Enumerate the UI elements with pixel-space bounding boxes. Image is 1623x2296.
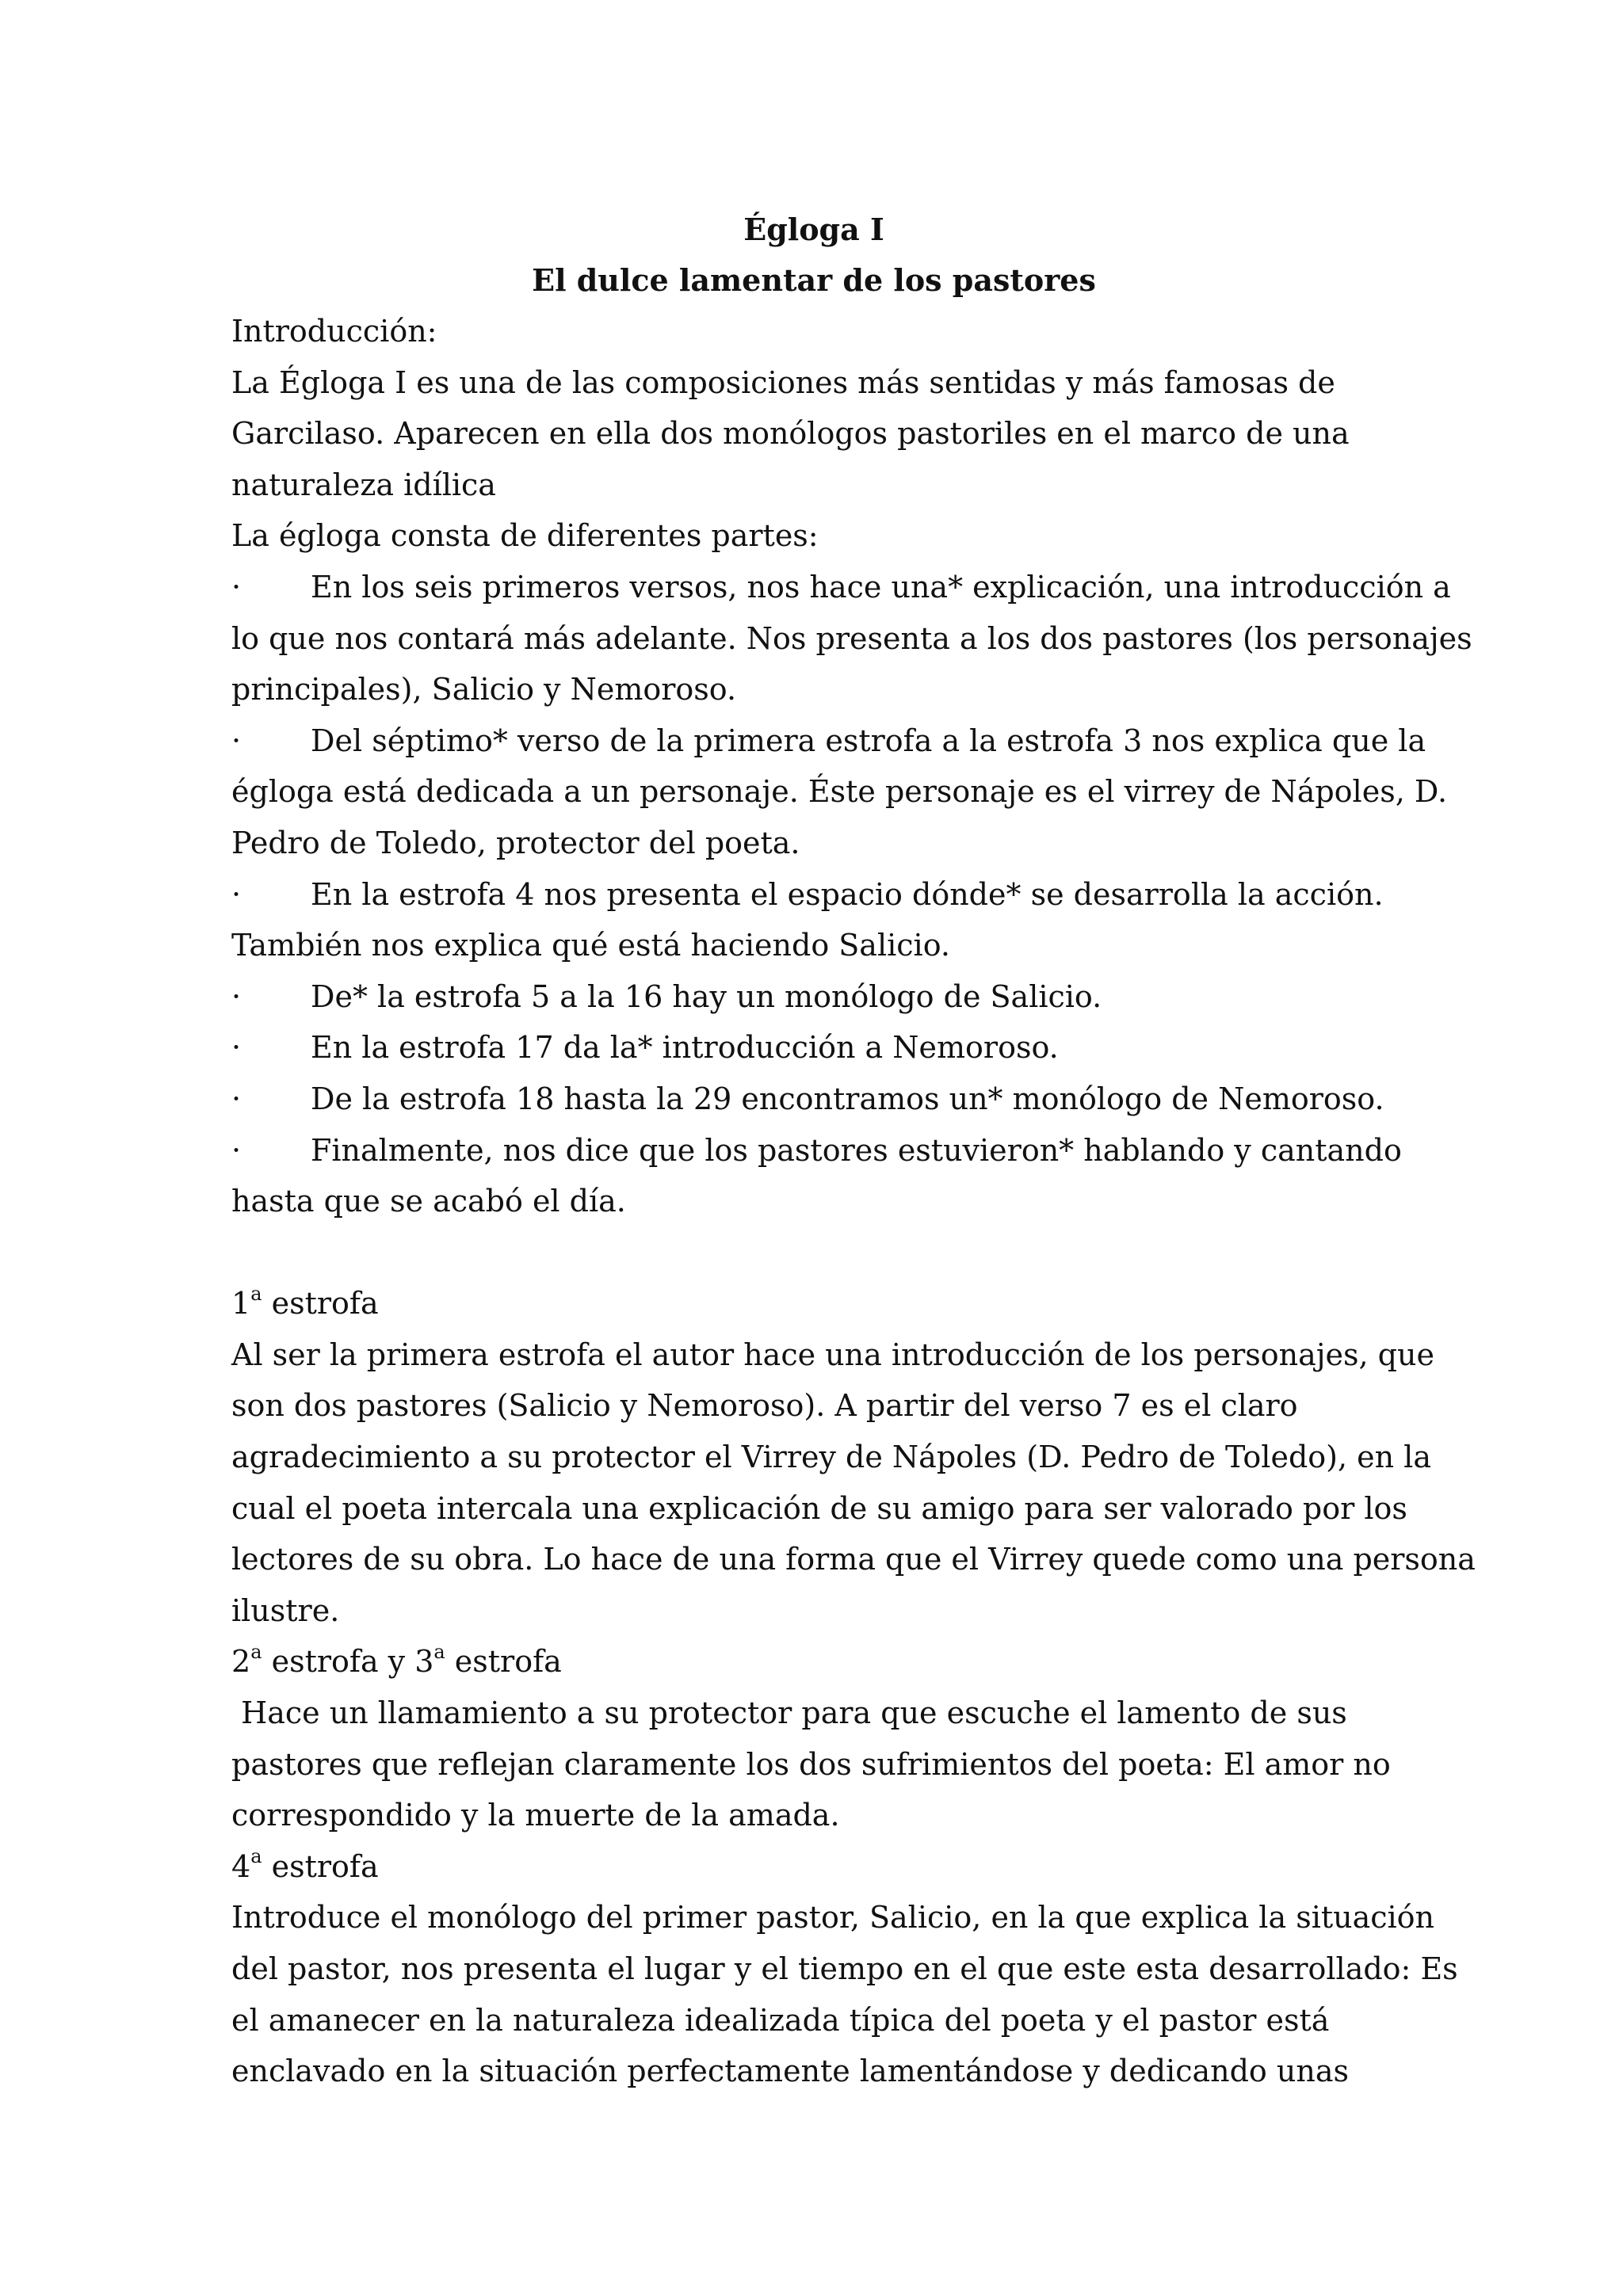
blank-line — [231, 1227, 1396, 1279]
paragraph-line: el amanecer en la naturaleza idealizada típica del poeta y el pastor está — [231, 2002, 1330, 2038]
bullet-dot: · — [231, 1030, 242, 1066]
bullet-text: Del séptimo* verso de la primera estrofa a la estrofa 3 nos explica que la — [311, 723, 1426, 758]
paragraph-line: ilustre. — [231, 1592, 340, 1628]
paragraph-line: Introduce el monólogo del primer pastor, Salicio, en la que explica la situación — [231, 1900, 1435, 1936]
intro-line: Garcilaso. Aparecen en ella dos monólogos pastoriles en el marco de una — [231, 416, 1350, 452]
heading-ordinal: a — [250, 1640, 262, 1663]
paragraph-line: lectores de su obra. Lo hace de una forma que el Virrey quede como una persona — [231, 1542, 1476, 1577]
bullet-item — [231, 1125, 1402, 1177]
document-page — [231, 204, 1476, 2097]
bullet-text: En la estrofa 4 nos presenta el espacio dónde* se desarrolla la acción. — [311, 876, 1384, 912]
bullet-item — [231, 562, 1451, 613]
bullet-item — [231, 1074, 1396, 1125]
heading-text: estrofa y 3 — [262, 1644, 434, 1680]
paragraph-line: agradecimiento a su protector el Virrey de Nápoles (D. Pedro de Toledo), en la — [231, 1440, 1431, 1475]
paragraph-line: Hace un llamamiento a su protector para que escuche el lamento de sus — [231, 1695, 1347, 1731]
section-heading — [231, 1636, 1396, 1688]
heading-ordinal: a — [250, 1282, 262, 1305]
bullet-dot: · — [231, 876, 242, 912]
bullet-item — [231, 869, 1396, 921]
paragraph-line: correspondido y la muerte de la amada. — [231, 1798, 840, 1833]
bullet-dot: · — [231, 569, 242, 605]
heading-number: 2 — [231, 1644, 251, 1680]
intro-line: La Égloga I es una de las composiciones más sentidas y más famosas de — [231, 364, 1335, 400]
bullet-dot: · — [231, 1081, 242, 1116]
section-heading — [231, 1278, 1396, 1329]
heading-ordinal: a — [433, 1640, 445, 1663]
heading-ordinal: a — [250, 1845, 262, 1868]
document-subtitle: El dulce lamentar de los pastores — [532, 262, 1096, 298]
bullet-item — [231, 1022, 1396, 1074]
bullet-item — [231, 971, 1396, 1023]
bullet-continuation: lo que nos contará más adelante. Nos presenta a los dos pastores (los personajes — [231, 620, 1472, 656]
bullet-dot: · — [231, 1132, 242, 1168]
heading-text: estrofa — [262, 1286, 379, 1322]
bullet-continuation: Pedro de Toledo, protector del poeta. — [231, 825, 800, 860]
paragraph-line: Al ser la primera estrofa el autor hace una introducción de los personajes, que — [231, 1337, 1434, 1372]
bullet-dot: · — [231, 978, 242, 1014]
paragraph-line: son dos pastores (Salicio y Nemoroso). A partir del verso 7 es el claro — [231, 1388, 1298, 1424]
paragraph-line: pastores que reflejan claramente los dos sufrimientos del poeta: El amor no — [231, 1746, 1391, 1782]
paragraph-line: enclavado en la situación perfectamente lamentándose y dedicando unas — [231, 2054, 1349, 2089]
heading-number: 1 — [231, 1286, 251, 1322]
heading-text: estrofa — [445, 1644, 562, 1680]
paragraph-line: del pastor, nos presenta el lugar y el tiempo en el que este esta desarrollado: Es — [231, 1951, 1458, 1986]
bullet-text: De la estrofa 18 hasta la 29 encontramos un* monólogo de Nemoroso. — [311, 1081, 1384, 1116]
bullet-text: Finalmente, nos dice que los pastores estuvieron* hablando y cantando — [311, 1132, 1402, 1168]
section-heading — [231, 1841, 1396, 1893]
bullet-text: En la estrofa 17 da la* introducción a Nemoroso. — [311, 1030, 1059, 1066]
heading-text: estrofa — [262, 1848, 379, 1884]
bullet-continuation: También nos explica qué está haciendo Salicio. — [231, 928, 950, 963]
bullet-text: De* la estrofa 5 a la 16 hay un monólogo de Salicio. — [311, 978, 1102, 1014]
bullet-continuation: hasta que se acabó el día. — [231, 1184, 626, 1219]
intro-line: La égloga consta de diferentes partes: — [231, 518, 819, 554]
bullet-continuation: principales), Salicio y Nemoroso. — [231, 672, 737, 707]
bullet-item — [231, 715, 1426, 767]
intro-line: naturaleza idílica — [231, 467, 496, 502]
heading-number: 4 — [231, 1848, 251, 1884]
bullet-continuation: égloga está dedicada a un personaje. Éste personaje es el virrey de Nápoles, D. — [231, 774, 1448, 810]
bullet-text: En los seis primeros versos, nos hace una* explicación, una introducción a — [311, 569, 1451, 605]
intro-heading: Introducción: — [231, 314, 437, 349]
paragraph-line: cual el poeta intercala una explicación de su amigo para ser valorado por los — [231, 1490, 1407, 1526]
document-title: Égloga I — [743, 212, 884, 247]
bullet-dot: · — [231, 723, 242, 758]
